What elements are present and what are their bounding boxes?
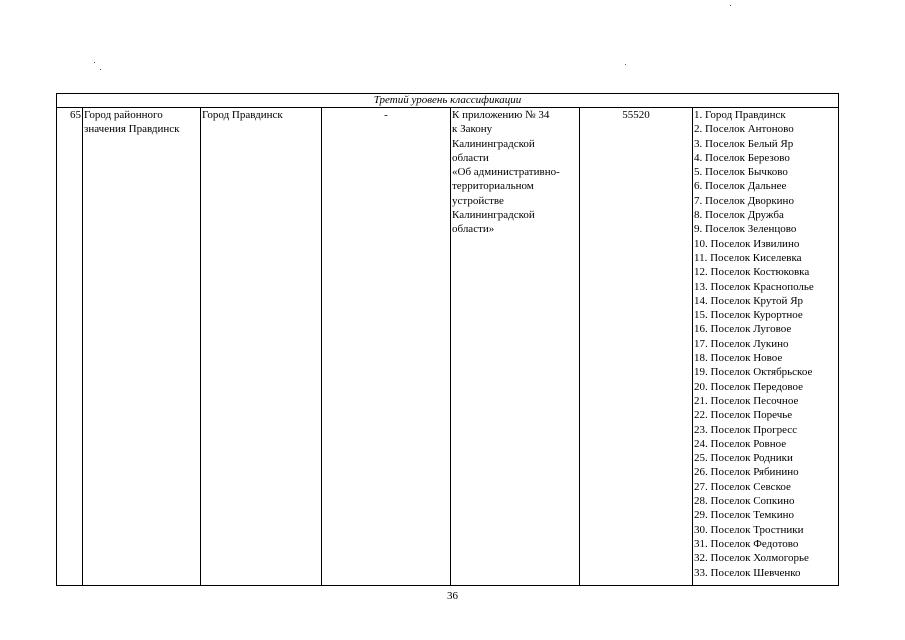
page-number: 36 <box>447 590 458 602</box>
settlement-item: 28. Поселок Сопкино <box>694 495 795 508</box>
settlement-item: 1. Город Правдинск <box>694 109 786 121</box>
settlement-item: 16. Поселок Луговое <box>694 323 792 336</box>
settlement-item: 27. Поселок Севское <box>694 480 791 493</box>
classification-table <box>56 93 839 586</box>
law-line: Калининградской <box>452 137 535 150</box>
settlement-item: 4. Поселок Березово <box>694 151 790 164</box>
settlement-item: 5. Поселок Бычково <box>694 166 788 179</box>
law-line: к Закону <box>452 123 493 136</box>
settlement-item: 12. Поселок Костюковка <box>694 266 810 279</box>
settlement-item: 11. Поселок Киселевка <box>694 251 802 264</box>
law-line: устройстве <box>452 194 504 207</box>
scan-speck <box>100 69 101 70</box>
law-line: области <box>452 151 489 164</box>
settlement-item: 8. Поселок Дружба <box>694 209 784 222</box>
row-number: 65 <box>57 108 83 586</box>
settlement-item: 3. Поселок Белый Яр <box>694 137 794 150</box>
section-header-row <box>57 94 839 108</box>
settlement-item: 10. Поселок Извилино <box>694 237 800 250</box>
settlement-item: 18. Поселок Новое <box>694 352 783 365</box>
settlement-item: 31. Поселок Федотово <box>694 537 799 550</box>
type-line: Город районного <box>84 109 163 121</box>
empty-dash-cell: - <box>322 108 451 586</box>
settlements-list <box>693 108 839 586</box>
settlement-item: 30. Поселок Тростники <box>694 523 804 536</box>
settlement-item: 33. Поселок Шевченко <box>694 566 801 579</box>
scan-speck <box>730 5 731 6</box>
settlement-item: 2. Поселок Антоново <box>694 123 794 136</box>
section-header: Третий уровень классификации <box>57 94 839 108</box>
municipality-type <box>83 108 201 586</box>
settlement-item: 32. Поселок Холмогорье <box>694 552 809 565</box>
settlement-item: 19. Поселок Октябрьское <box>694 366 813 379</box>
settlement-item: 23. Поселок Прогресс <box>694 423 798 436</box>
law-line: территориальном <box>452 180 534 193</box>
settlement-item: 21. Поселок Песочное <box>694 394 799 407</box>
law-reference <box>451 108 580 586</box>
settlement-item: 22. Поселок Поречье <box>694 409 793 422</box>
type-line: значения Правдинск <box>84 123 180 136</box>
settlement-item: 29. Поселок Темкино <box>694 509 794 522</box>
settlement-item: 25. Поселок Родники <box>694 452 793 465</box>
municipality-name: Город Правдинск <box>201 108 322 586</box>
settlement-item: 24. Поселок Ровное <box>694 437 787 450</box>
scan-speck <box>94 62 95 63</box>
settlement-item: 17. Поселок Лукино <box>694 337 789 350</box>
settlement-item: 7. Поселок Дворкино <box>694 194 794 207</box>
settlement-item: 9. Поселок Зеленцово <box>694 223 797 236</box>
oktmo-code: 55520 <box>580 108 693 586</box>
settlement-item: 14. Поселок Крутой Яр <box>694 294 804 307</box>
law-line: Калининградской <box>452 209 535 222</box>
settlement-item: 15. Поселок Курортное <box>694 309 803 322</box>
settlement-item: 26. Поселок Рябинино <box>694 466 799 479</box>
law-line: К приложению № 34 <box>452 109 550 121</box>
settlement-item: 20. Поселок Передовое <box>694 380 803 393</box>
scan-speck <box>625 64 626 65</box>
table-row <box>57 108 839 586</box>
settlement-item: 6. Поселок Дальнее <box>694 180 787 193</box>
settlement-item: 13. Поселок Краснополье <box>694 280 814 293</box>
law-line: «Об административно- <box>452 166 560 179</box>
law-line: области» <box>452 223 495 236</box>
